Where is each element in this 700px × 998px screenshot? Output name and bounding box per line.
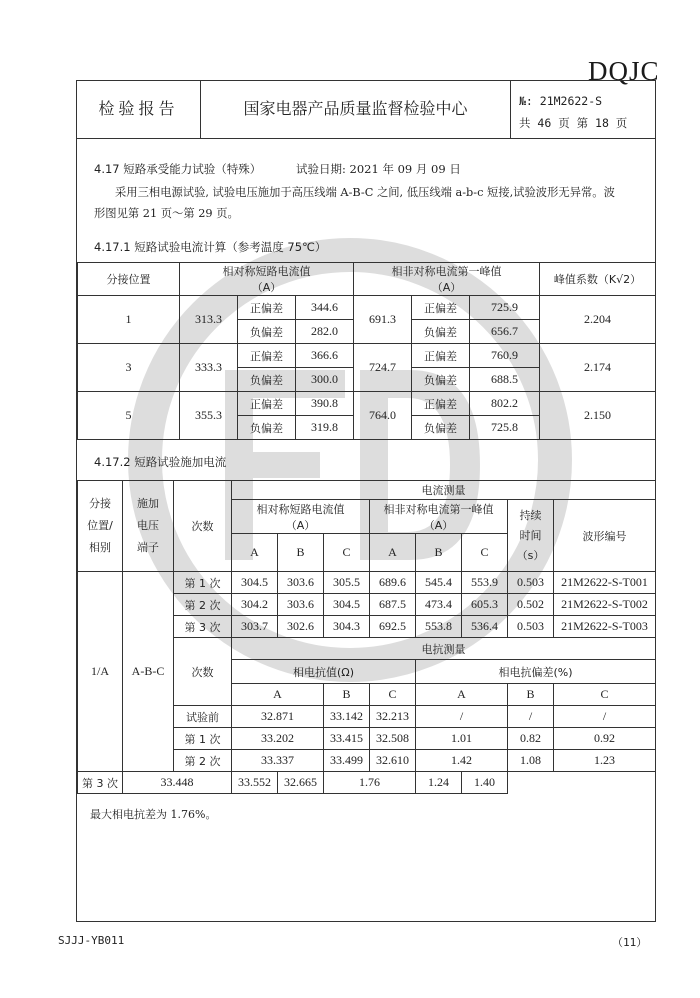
- asym-b: 473.4: [416, 594, 462, 616]
- col-header-a: A: [232, 534, 278, 572]
- tap-position: 5: [78, 392, 180, 440]
- asymmetric-negative: 688.5: [470, 368, 540, 392]
- symmetric-current: 355.3: [180, 392, 238, 440]
- symmetric-current: 313.3: [180, 296, 238, 344]
- asymmetric-negative: 656.7: [470, 320, 540, 344]
- reactance-a: 32.871: [232, 706, 324, 728]
- duration: 0.502: [508, 594, 554, 616]
- tap-position: 3: [78, 344, 180, 392]
- reactance-c: 32.610: [370, 750, 416, 772]
- test-count: 第 2 次: [174, 750, 232, 772]
- form-code: SJJJ-YB011: [58, 934, 125, 947]
- symmetric-negative: 319.8: [296, 416, 354, 440]
- test-count: 试验前: [174, 706, 232, 728]
- asymmetric-positive: 760.9: [470, 344, 540, 368]
- terminal-value: A-B-C: [123, 572, 174, 772]
- positive-deviation-label: 正偏差: [238, 344, 296, 368]
- deviation-a: 1.42: [416, 750, 508, 772]
- sym-b: 302.6: [278, 616, 324, 638]
- reactance-b: 33.415: [324, 728, 370, 750]
- asym-c: 605.3: [462, 594, 508, 616]
- duration-header: 持续 时间 （s）: [508, 500, 554, 572]
- terminal-header: 施加 电压 端子: [123, 481, 174, 572]
- asymmetric-peak-header: 相非对称电流第一峰值 （A）: [354, 263, 540, 296]
- peak-factor: 2.174: [540, 344, 656, 392]
- asymmetric-negative: 725.8: [470, 416, 540, 440]
- deviation-a: 1.76: [324, 772, 416, 794]
- test-count: 第 1 次: [174, 728, 232, 750]
- asym-a: 687.5: [370, 594, 416, 616]
- max-reactance-note: 最大相电抗差为 1.76%。: [90, 808, 217, 821]
- symmetric-positive: 390.8: [296, 392, 354, 416]
- negative-deviation-label: 负偏差: [412, 320, 470, 344]
- reactance-deviation-header: 相电抗偏差(%): [416, 660, 656, 684]
- asym-c: 553.9: [462, 572, 508, 594]
- test-count: 第 1 次: [174, 572, 232, 594]
- asymmetric-positive: 802.2: [470, 392, 540, 416]
- reactance-measurement-header: 电抗测量: [232, 638, 656, 660]
- deviation-b: 1.08: [508, 750, 554, 772]
- negative-deviation-label: 负偏差: [238, 416, 296, 440]
- negative-deviation-label: 负偏差: [412, 416, 470, 440]
- symmetric-current-header: 相对称短路电流值 （A）: [180, 263, 354, 296]
- peak-factor: 2.150: [540, 392, 656, 440]
- deviation-c: 0.92: [554, 728, 656, 750]
- table-row: [78, 344, 656, 368]
- tap-position: 1: [78, 296, 180, 344]
- brand-mark: DQJC: [588, 56, 660, 86]
- symmetric-negative: 300.0: [296, 368, 354, 392]
- symmetric-positive: 344.6: [296, 296, 354, 320]
- reactance-c: 32.665: [278, 772, 324, 794]
- table-row: [78, 392, 656, 416]
- asym-b: 553.8: [416, 616, 462, 638]
- page-count: 共 46 页 第 18 页: [519, 116, 628, 130]
- waveform-number: 21M2622-S-T003: [554, 616, 656, 638]
- test-description-line1: 采用三相电源试验, 试验电压施加于高压线端 A-B-C 之间, 低压线端 a-b-c 短接,试验波形无异常。波: [115, 186, 615, 199]
- symmetric-positive: 366.6: [296, 344, 354, 368]
- col-header-a: A: [232, 684, 324, 706]
- reactance-b: 33.552: [232, 772, 278, 794]
- current-measurement-header: 电流测量: [232, 481, 656, 500]
- sym-a: 304.2: [232, 594, 278, 616]
- negative-deviation-label: 负偏差: [238, 320, 296, 344]
- asym-b: 545.4: [416, 572, 462, 594]
- symmetric-current-header: 相对称短路电流值 （A）: [232, 500, 370, 534]
- sym-a: 304.5: [232, 572, 278, 594]
- positive-deviation-label: 正偏差: [238, 392, 296, 416]
- current-calculation-table: [77, 262, 656, 440]
- sym-c: 304.3: [324, 616, 370, 638]
- test-date: 试验日期: 2021 年 09 月 09 日: [296, 162, 461, 176]
- col-header-c: C: [324, 534, 370, 572]
- positive-deviation-label: 正偏差: [412, 296, 470, 320]
- waveform-number: 21M2622-S-T002: [554, 594, 656, 616]
- tap-phase-value: 1/A: [78, 572, 123, 772]
- sym-c: 305.5: [324, 572, 370, 594]
- sym-b: 303.6: [278, 572, 324, 594]
- deviation-b: 1.24: [416, 772, 462, 794]
- asymmetric-peak-header: 相非对称电流第一峰值 （A）: [370, 500, 508, 534]
- deviation-b: 0.82: [508, 728, 554, 750]
- reactance-b: 33.499: [324, 750, 370, 772]
- deviation-a: 1.01: [416, 728, 508, 750]
- count-header: 次数: [174, 481, 232, 572]
- sym-b: 303.6: [278, 594, 324, 616]
- col-header-c: C: [370, 684, 416, 706]
- report-label: 检验报告: [77, 81, 201, 138]
- symmetric-current: 333.3: [180, 344, 238, 392]
- positive-deviation-label: 正偏差: [412, 344, 470, 368]
- deviation-c: /: [554, 706, 656, 728]
- col-header-a: A: [416, 684, 508, 706]
- waveform-number-header: 波形编号: [554, 500, 656, 572]
- page-number: （11）: [612, 936, 648, 949]
- tap-position-header: 分接位置: [78, 263, 180, 296]
- report-number: №: 21M2622-S: [519, 94, 603, 108]
- deviation-a: /: [416, 706, 508, 728]
- col-header-b: B: [508, 684, 554, 706]
- asym-c: 536.4: [462, 616, 508, 638]
- section-title-4-17: 4.17 短路承受能力试验（特殊）: [94, 162, 262, 176]
- peak-factor: 2.204: [540, 296, 656, 344]
- duration: 0.503: [508, 572, 554, 594]
- test-count: 第 2 次: [174, 594, 232, 616]
- reactance-b: 33.142: [324, 706, 370, 728]
- positive-deviation-label: 正偏差: [412, 392, 470, 416]
- test-description-line2: 形图见第 21 页～第 29 页。: [94, 207, 239, 220]
- deviation-b: /: [508, 706, 554, 728]
- reactance-c: 32.213: [370, 706, 416, 728]
- deviation-c: 1.23: [554, 750, 656, 772]
- waveform-number: 21M2622-S-T001: [554, 572, 656, 594]
- section-title-4-17-1: 4.17.1 短路试验电流计算（参考温度 75℃）: [94, 240, 327, 254]
- negative-deviation-label: 负偏差: [412, 368, 470, 392]
- asymmetric-peak: 691.3: [354, 296, 412, 344]
- report-header: [77, 81, 655, 139]
- negative-deviation-label: 负偏差: [238, 368, 296, 392]
- duration: 0.503: [508, 616, 554, 638]
- asymmetric-peak: 764.0: [354, 392, 412, 440]
- asym-a: 692.5: [370, 616, 416, 638]
- positive-deviation-label: 正偏差: [238, 296, 296, 320]
- tap-phase-header: 分接 位置/ 相别: [78, 481, 123, 572]
- col-header-b: B: [324, 684, 370, 706]
- col-header-c: C: [462, 534, 508, 572]
- table-row: [78, 296, 656, 320]
- table-row: [78, 772, 656, 794]
- col-header-b: B: [416, 534, 462, 572]
- col-header-b: B: [278, 534, 324, 572]
- test-count: 第 3 次: [78, 772, 123, 794]
- reactance-c: 32.508: [370, 728, 416, 750]
- reactance-a: 33.202: [232, 728, 324, 750]
- asymmetric-positive: 725.9: [470, 296, 540, 320]
- asym-a: 689.6: [370, 572, 416, 594]
- asymmetric-peak: 724.7: [354, 344, 412, 392]
- report-meta: [519, 90, 627, 134]
- deviation-c: 1.40: [462, 772, 508, 794]
- reactance-a: 33.448: [123, 772, 232, 794]
- section-title-4-17-2: 4.17.2 短路试验施加电流: [94, 455, 227, 469]
- applied-current-table: [77, 480, 656, 794]
- phase-reactance-header: 相电抗值(Ω): [232, 660, 416, 684]
- peak-factor-header: 峰值系数（K√2）: [540, 263, 656, 296]
- sym-c: 304.5: [324, 594, 370, 616]
- organization-name: 国家电器产品质量监督检验中心: [201, 81, 511, 138]
- col-header-a: A: [370, 534, 416, 572]
- col-header-c: C: [554, 684, 656, 706]
- reactance-a: 33.337: [232, 750, 324, 772]
- table-row: [78, 572, 656, 594]
- symmetric-negative: 282.0: [296, 320, 354, 344]
- reactance-count-header: 次数: [174, 638, 232, 706]
- test-count: 第 3 次: [174, 616, 232, 638]
- sym-a: 303.7: [232, 616, 278, 638]
